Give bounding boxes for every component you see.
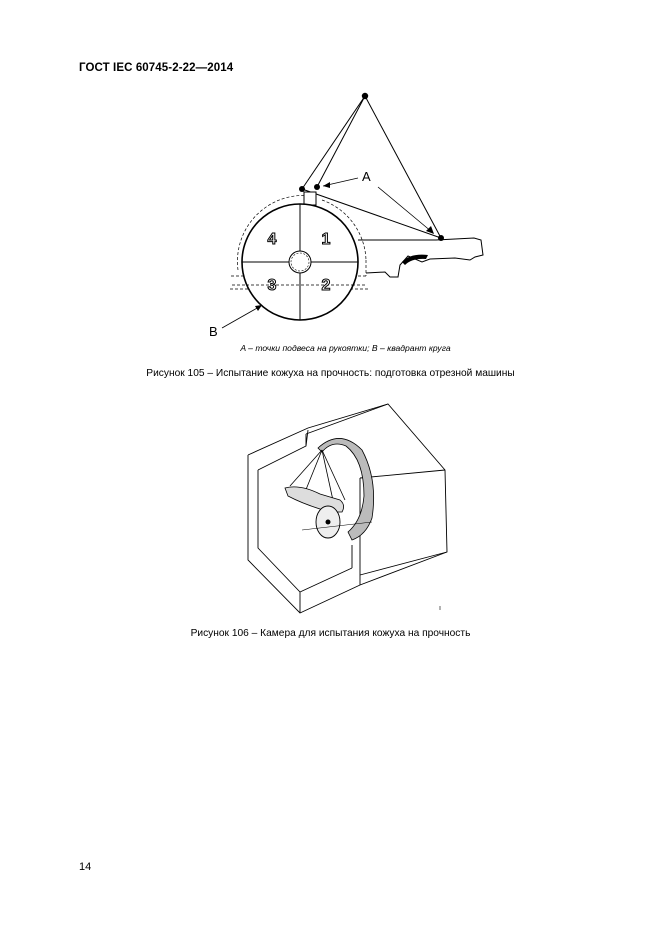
trigger-grip <box>402 255 428 265</box>
figure-106-test-chamber-drawing <box>238 400 450 618</box>
suspension-bracket <box>304 192 316 205</box>
chamber-outline <box>248 404 447 613</box>
quadrant-label-2: 2 <box>321 277 331 294</box>
quadrant-label-4: 4 <box>267 231 277 248</box>
label-b: B <box>209 324 218 339</box>
figure-105-caption: Рисунок 105 – Испытание кожуха на прочность: подготовка отрезной машины <box>146 368 515 379</box>
quadrant-label-3: 3 <box>267 277 277 294</box>
figure-105-legend: A – точки подвеса на рукоятки; B – квадрант круга <box>240 343 451 353</box>
handle-suspension-point-2 <box>314 184 320 190</box>
document-header: ГОСТ IEC 60745-2-22—2014 <box>79 62 234 74</box>
rear-suspension-point <box>438 235 444 241</box>
handle-suspension-point-1 <box>299 186 305 192</box>
figure-105-cutoff-machine-diagram <box>195 85 495 345</box>
page-number: 14 <box>79 861 92 873</box>
wheel-hub <box>289 251 311 273</box>
quadrant-label-1: 1 <box>321 231 331 248</box>
label-a: A <box>362 169 371 184</box>
top-suspension-point <box>362 93 368 99</box>
figure-106-caption: Рисунок 106 – Камера для испытания кожуха на прочность <box>190 628 471 639</box>
